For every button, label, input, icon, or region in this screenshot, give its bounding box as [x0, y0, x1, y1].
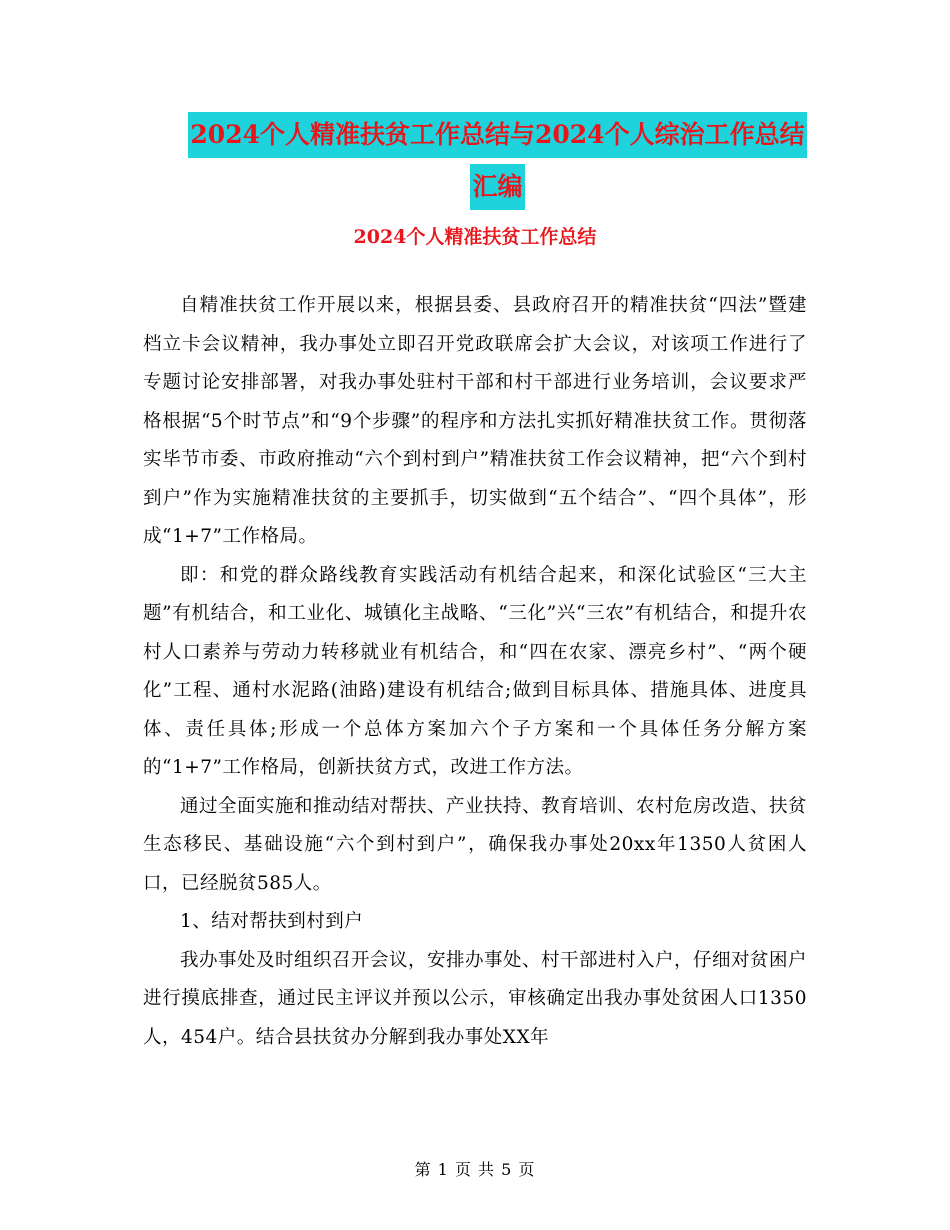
- page-footer: 第 1 页 共 5 页: [414, 1160, 536, 1179]
- title-line-1: 2024个人精准扶贫工作总结与2024个人综治工作总结: [188, 112, 806, 158]
- paragraph-2: 即：和党的群众路线教育实践活动有机结合起来，和深化试验区“三大主题”有机结合，和工业化、城镇化主战略、“三化”兴“三农”有机结合，和提升农村人口素养与劳动力转移就业有机结合，和“四在农家、漂亮乡村”、“两个硬化”工程、通村水泥路(油路)建设有机结合;做到目标具体、措施具体、进度具体、责任具体;形成一个总体方案加六个子方案和一个具体任务分解方案的“1+7”工作格局，创新扶贫方式，改进工作方法。: [143, 564, 807, 778]
- paragraph-3: 通过全面实施和推动结对帮扶、产业扶持、教育培训、农村危房改造、扶贫生态移民、基础设施“六个到村到户”，确保我办事处20xx年1350人贫困人口，已经脱贫585人。: [143, 795, 808, 894]
- paragraph-5: 我办事处及时组织召开会议，安排办事处、村干部进村入户，仔细对贫困户进行摸底排查，通过民主评议并预以公示，审核确定出我办事处贫困人口1350人，454户。结合县扶贫办分解到我办事处XX年: [143, 949, 808, 1048]
- paragraph-4-heading: 1、结对帮扶到村到户: [180, 911, 364, 932]
- title-line-2: 汇编: [470, 164, 524, 210]
- section-title: 2024个人精准扶贫工作总结: [353, 226, 597, 248]
- body-text: [143, 287, 807, 1057]
- document-title: [0, 112, 950, 210]
- paragraph-1: 自精准扶贫工作开展以来，根据县委、县政府召开的精准扶贫“四法”暨建档立卡会议精神，我办事处立即召开党政联席会扩大会议，对该项工作进行了专题讨论安排部署，对我办事处驻村干部和村干部进行业务培训，会议要求严格根据“5个时节点”和“9个步骤”的程序和方法扎实抓好精准扶贫工作。贯彻落实毕节市委、市政府推动“六个到村到户”精准扶贫工作会议精神，把“六个到村到户”作为实施精准扶贫的主要抓手，切实做到“五个结合”、“四个具体”，形成“1+7”工作格局。: [143, 295, 807, 547]
